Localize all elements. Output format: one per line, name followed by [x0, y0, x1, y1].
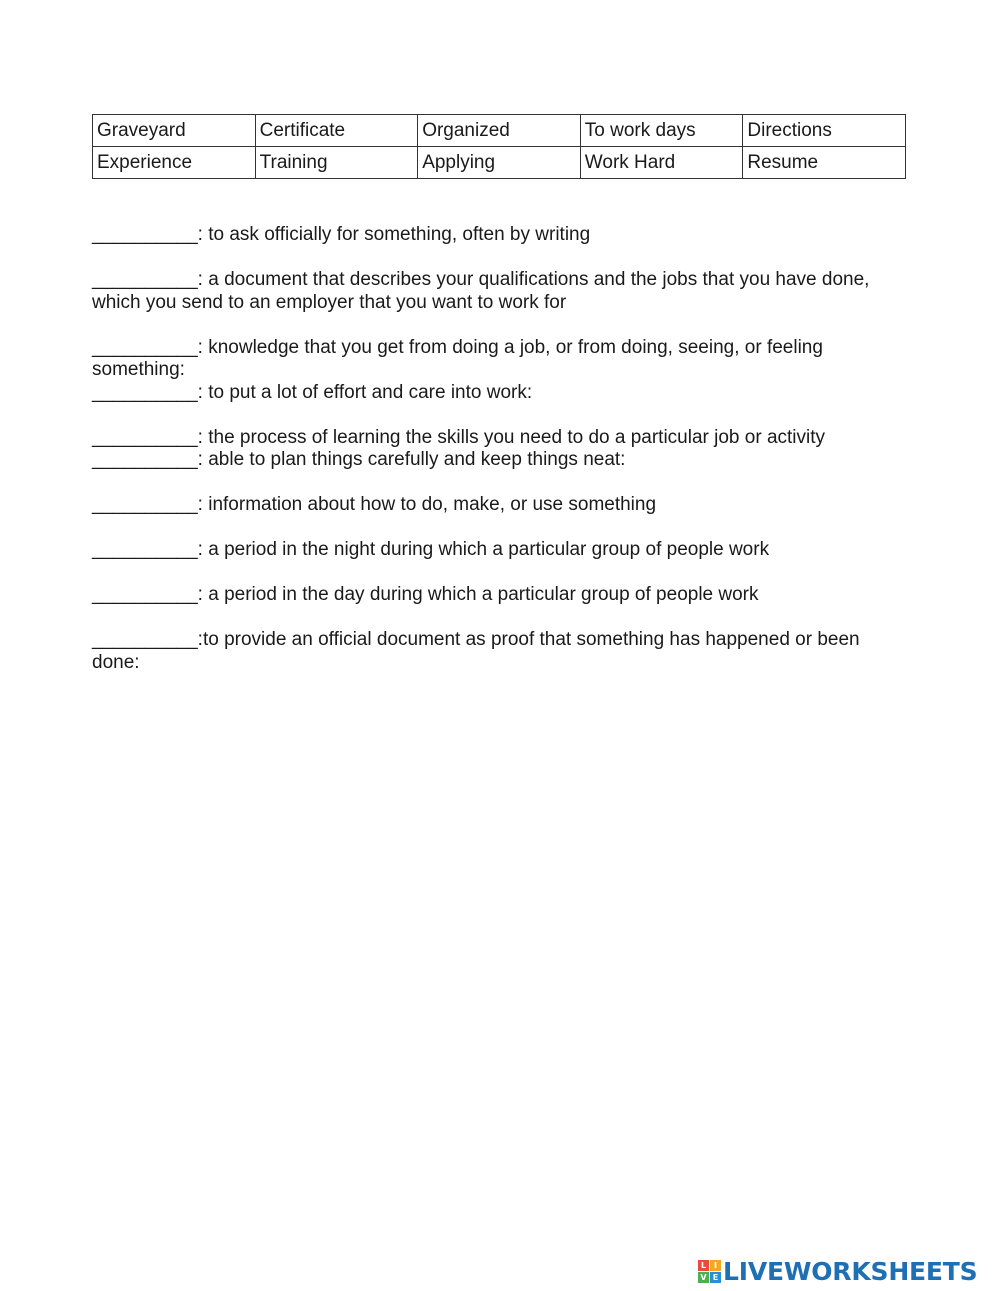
- definition-item: [92, 494, 904, 517]
- definition-item: [92, 584, 904, 607]
- word-bank-cell: To work days: [580, 115, 743, 147]
- word-bank-cell: Directions: [743, 115, 906, 147]
- word-bank-cell: Applying: [418, 147, 581, 179]
- definition-item: [92, 539, 904, 562]
- word-bank-cell: Resume: [743, 147, 906, 179]
- definition-text: : a period in the night during which a particular group of people work: [197, 539, 770, 560]
- definition-item: [92, 337, 904, 382]
- word-bank-cell: Training: [255, 147, 418, 179]
- definition-item: [92, 449, 904, 472]
- definition-text: : to put a lot of effort and care into work:: [197, 381, 533, 403]
- word-bank-cell: Organized: [418, 115, 581, 147]
- liveworksheets-logo-icon: [698, 1260, 721, 1283]
- answer-blank[interactable]: __________: [92, 426, 198, 448]
- answer-blank[interactable]: __________: [92, 336, 198, 358]
- answer-blank[interactable]: __________: [92, 449, 198, 470]
- answer-blank[interactable]: __________: [92, 381, 198, 403]
- word-bank-row: [93, 115, 906, 147]
- word-bank-row: [93, 147, 906, 179]
- answer-blank[interactable]: __________: [92, 584, 198, 605]
- logo-text: LIVEWORKSHEETS: [723, 1256, 978, 1286]
- definition-item: [92, 224, 904, 247]
- definition-item: [92, 269, 904, 314]
- word-bank-cell: Certificate: [255, 115, 418, 147]
- logo-letter: E: [710, 1272, 721, 1283]
- definition-text: : information about how to do, make, or use something: [197, 494, 657, 515]
- definition-text: : to ask officially for something, often by writing: [197, 224, 591, 245]
- definition-text: : a document that describes your qualifications and the jobs that you have done, which you send to an employer that you want to work for: [92, 269, 870, 313]
- word-bank-table: [92, 114, 906, 179]
- definitions-list: [92, 224, 904, 674]
- answer-blank[interactable]: __________: [92, 629, 198, 650]
- word-bank-cell: Experience: [93, 147, 256, 179]
- answer-blank[interactable]: __________: [92, 494, 198, 515]
- logo-letter: L: [698, 1260, 709, 1271]
- answer-blank[interactable]: __________: [92, 269, 198, 290]
- definition-text: :to provide an official document as proof that something has happened or been done:: [92, 629, 860, 673]
- answer-blank[interactable]: __________: [92, 224, 198, 245]
- definition-text: : the process of learning the skills you need to do a particular job or activity: [197, 426, 826, 448]
- definition-text: : able to plan things carefully and keep things neat:: [197, 449, 626, 470]
- definition-text: : a period in the day during which a particular group of people work: [197, 584, 759, 605]
- word-bank-cell: Graveyard: [93, 115, 256, 147]
- definition-item: [92, 382, 904, 405]
- word-bank-cell: Work Hard: [580, 147, 743, 179]
- logo-letter: I: [710, 1260, 721, 1271]
- liveworksheets-logo: [698, 1256, 977, 1286]
- answer-blank[interactable]: __________: [92, 539, 198, 560]
- logo-letter: V: [698, 1272, 709, 1283]
- definition-text: : knowledge that you get from doing a job, or from doing, seeing, or feeling something:: [92, 336, 823, 380]
- definition-item: [92, 427, 904, 450]
- definition-item: [92, 629, 904, 674]
